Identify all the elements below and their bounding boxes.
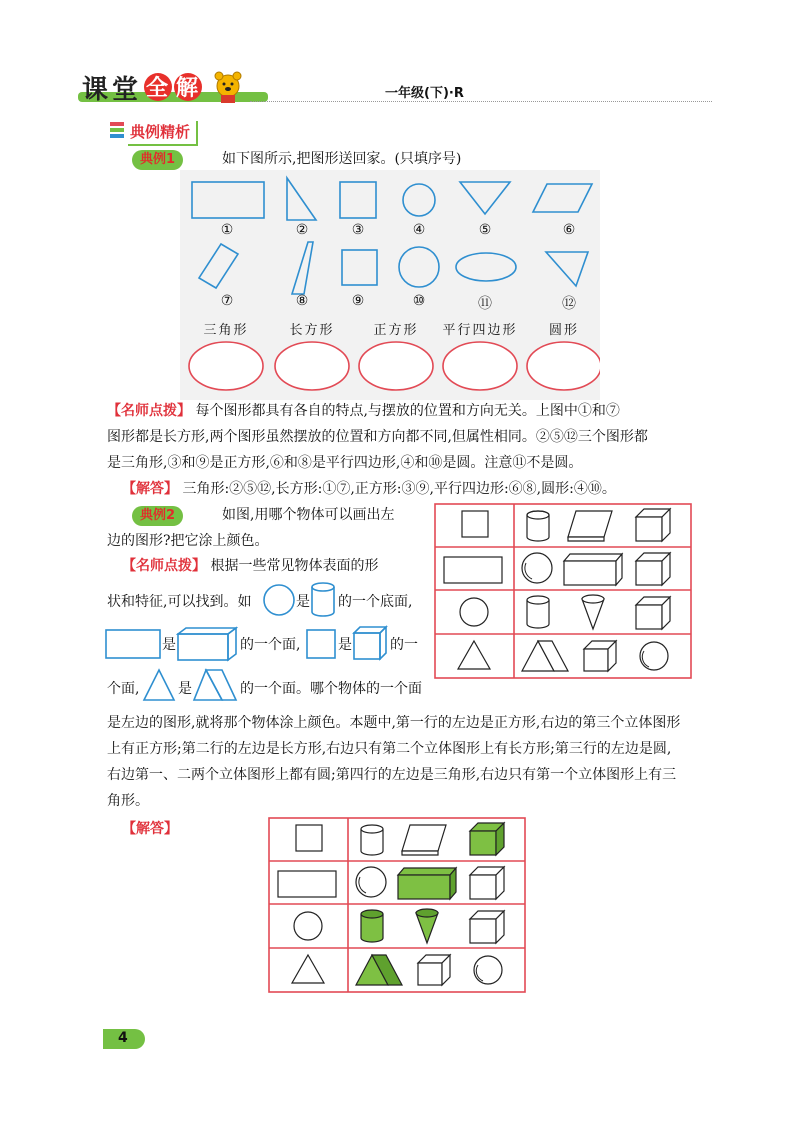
shape-number-5: ⑤ <box>478 222 492 238</box>
a-cube-1-colored <box>470 823 504 855</box>
category-rectangle: 长方形 <box>289 323 335 338</box>
a-cube-3 <box>470 911 504 943</box>
example2-tip-line-f: 个面, <box>107 681 140 697</box>
tip-label: 【名师点拨】 <box>107 403 191 419</box>
q-cuboid-2 <box>564 554 622 585</box>
home-square-oval <box>359 342 433 390</box>
tip-shi-3: 是 <box>338 637 352 653</box>
section-title: 典例精析 <box>128 121 198 146</box>
example1-answer <box>122 476 616 502</box>
q-cube-1 <box>636 509 670 541</box>
tip-inline-cube <box>352 625 388 661</box>
example2-question-grid <box>434 503 692 679</box>
logo-char-4: 解 <box>176 76 199 101</box>
a-left-square <box>296 825 322 851</box>
q-cylinder-1 <box>527 511 549 541</box>
shape-number-11: ⑪ <box>478 296 492 312</box>
example2-answer-label: 【解答】 <box>122 821 178 837</box>
example2-tip-line-d: 的一个面, <box>240 637 301 653</box>
q-cube-2 <box>636 553 670 585</box>
logo-char-3: 全 <box>146 76 169 101</box>
tip-inline-triangle <box>142 668 176 702</box>
q-left-circle <box>460 598 488 626</box>
q-left-rectangle <box>444 557 502 583</box>
example2-answer-grid <box>268 817 526 993</box>
header-dotted-line <box>250 101 712 102</box>
tip2-label: 【名师点拨】 <box>122 558 206 574</box>
tip2-line-h: 是左边的图形,就将那个物体涂上颜色。本题中,第一行的左边是正方形,右边的第三个立体图形 <box>107 715 681 731</box>
answer-label: 【解答】 <box>122 481 178 497</box>
home-triangle-oval <box>189 342 263 390</box>
q-cone-3 <box>582 595 604 629</box>
example2-tip-paragraph <box>107 710 702 814</box>
a-left-rectangle <box>278 871 336 897</box>
tip-inline-rectangle <box>105 628 161 660</box>
page-number: 4 <box>118 1030 128 1046</box>
example1-tag: 典例1 <box>132 150 183 170</box>
example2-tag: 典例2 <box>132 506 183 526</box>
shape-number-6: ⑥ <box>562 222 576 238</box>
a-cone-3-colored <box>416 909 438 943</box>
q-left-square <box>462 511 488 537</box>
shape-number-7: ⑦ <box>220 293 234 309</box>
example2-tip-line-a <box>122 553 378 579</box>
logo-graphic <box>78 70 268 106</box>
q-sphere-4 <box>640 642 668 670</box>
q-cube-4 <box>584 641 616 671</box>
example2-tip-line-c: 的一个底面, <box>338 594 413 610</box>
example1-shapes-figure <box>180 170 600 400</box>
a-book-1 <box>402 825 446 855</box>
shape-number-4: ④ <box>412 222 426 238</box>
answer-text: 三角形:②⑤⑫,长方形:①⑦,正方形:③⑨,平行四边形:⑥⑧,圆形:④⑩。 <box>182 481 616 497</box>
q-cylinder-3 <box>527 596 549 628</box>
tip-line-2: 图形都是长方形,两个图形虽然摆放的位置和方向都不同,但属性相同。②⑤⑫三个图形都 <box>107 429 648 445</box>
q-cube-3 <box>636 597 670 629</box>
q-book-1 <box>568 511 612 541</box>
a-cylinder-1 <box>361 825 383 855</box>
tip-line-1: 每个图形都具有各自的特点,与摆放的位置和方向无关。上图中①和⑦ <box>195 403 620 419</box>
logo-char-2: 堂 <box>112 75 139 105</box>
example2-tip-line-b: 状和特征,可以找到。如 <box>107 594 252 610</box>
section-icon <box>110 122 124 138</box>
home-rectangle-oval <box>275 342 349 390</box>
tip2-line-i: 上有正方形;第二行的左边是长方形,右边只有第二个立体图形上有长方形;第三行的左边是圆, <box>107 741 672 757</box>
example1-question: 如下图所示,把图形送回家。(只填序号) <box>222 151 462 167</box>
category-square: 正方形 <box>373 323 419 338</box>
shape-number-10: ⑩ <box>412 293 426 309</box>
tip-inline-prism <box>192 668 238 704</box>
tip-inline-circle <box>262 583 296 617</box>
a-cuboid-2-colored <box>398 868 456 899</box>
a-sphere-4 <box>474 956 502 984</box>
header-logo <box>78 70 268 106</box>
q-left-triangle <box>458 641 490 669</box>
tip-shi-4: 是 <box>178 681 192 697</box>
shape-number-12: ⑫ <box>562 296 576 312</box>
example2-tip-line-g: 的一个面。哪个物体的一个面 <box>240 681 422 697</box>
shape-number-8: ⑧ <box>295 293 309 309</box>
tip-shi-2: 是 <box>162 637 176 653</box>
a-left-circle <box>294 912 322 940</box>
shape-number-2: ② <box>295 222 309 238</box>
grade-label: 一年级(下)·R <box>385 86 464 101</box>
tip2-line-j: 右边第一、二两个立体图形上都有圆;第四行的左边是三角形,右边只有第一个立体图形上有三 <box>107 767 677 783</box>
example1-tip <box>107 398 697 476</box>
home-parallelogram-oval <box>443 342 517 390</box>
example2-tip-line-e: 的一 <box>390 637 418 653</box>
tip2-line-k: 角形。 <box>107 793 149 809</box>
shape-number-9: ⑨ <box>351 293 365 309</box>
a-cube-2 <box>470 867 504 899</box>
shape-number-1: ① <box>220 222 234 238</box>
category-triangle: 三角形 <box>203 323 249 338</box>
tip-shi-1: 是 <box>296 594 310 610</box>
a-prism-4-colored <box>356 955 402 985</box>
logo-char-1: 课 <box>82 75 109 105</box>
a-sphere-2 <box>356 867 386 897</box>
tip-inline-cuboid <box>176 626 238 662</box>
example2-question-line1: 如图,用哪个物体可以画出左 <box>222 507 395 523</box>
example2-question-line2: 边的图形?把它涂上颜色。 <box>107 533 269 549</box>
home-circle-oval <box>527 342 600 390</box>
category-circle: 圆形 <box>548 323 579 338</box>
a-left-triangle <box>292 955 324 983</box>
tip-inline-cylinder <box>310 581 336 619</box>
category-parallelogram: 平行四边形 <box>442 323 518 338</box>
a-cylinder-3-colored <box>361 910 383 942</box>
a-cube-4 <box>418 955 450 985</box>
tip-line-3: 是三角形,③和⑨是正方形,⑥和⑧是平行四边形,④和⑩是圆。注意⑪不是圆。 <box>107 455 583 471</box>
shape-number-3: ③ <box>351 222 365 238</box>
q-prism-4 <box>522 641 568 671</box>
q-sphere-2 <box>522 553 552 583</box>
tip2-text-a: 根据一些常见物体表面的形 <box>210 558 379 574</box>
tip-inline-square <box>306 628 338 660</box>
